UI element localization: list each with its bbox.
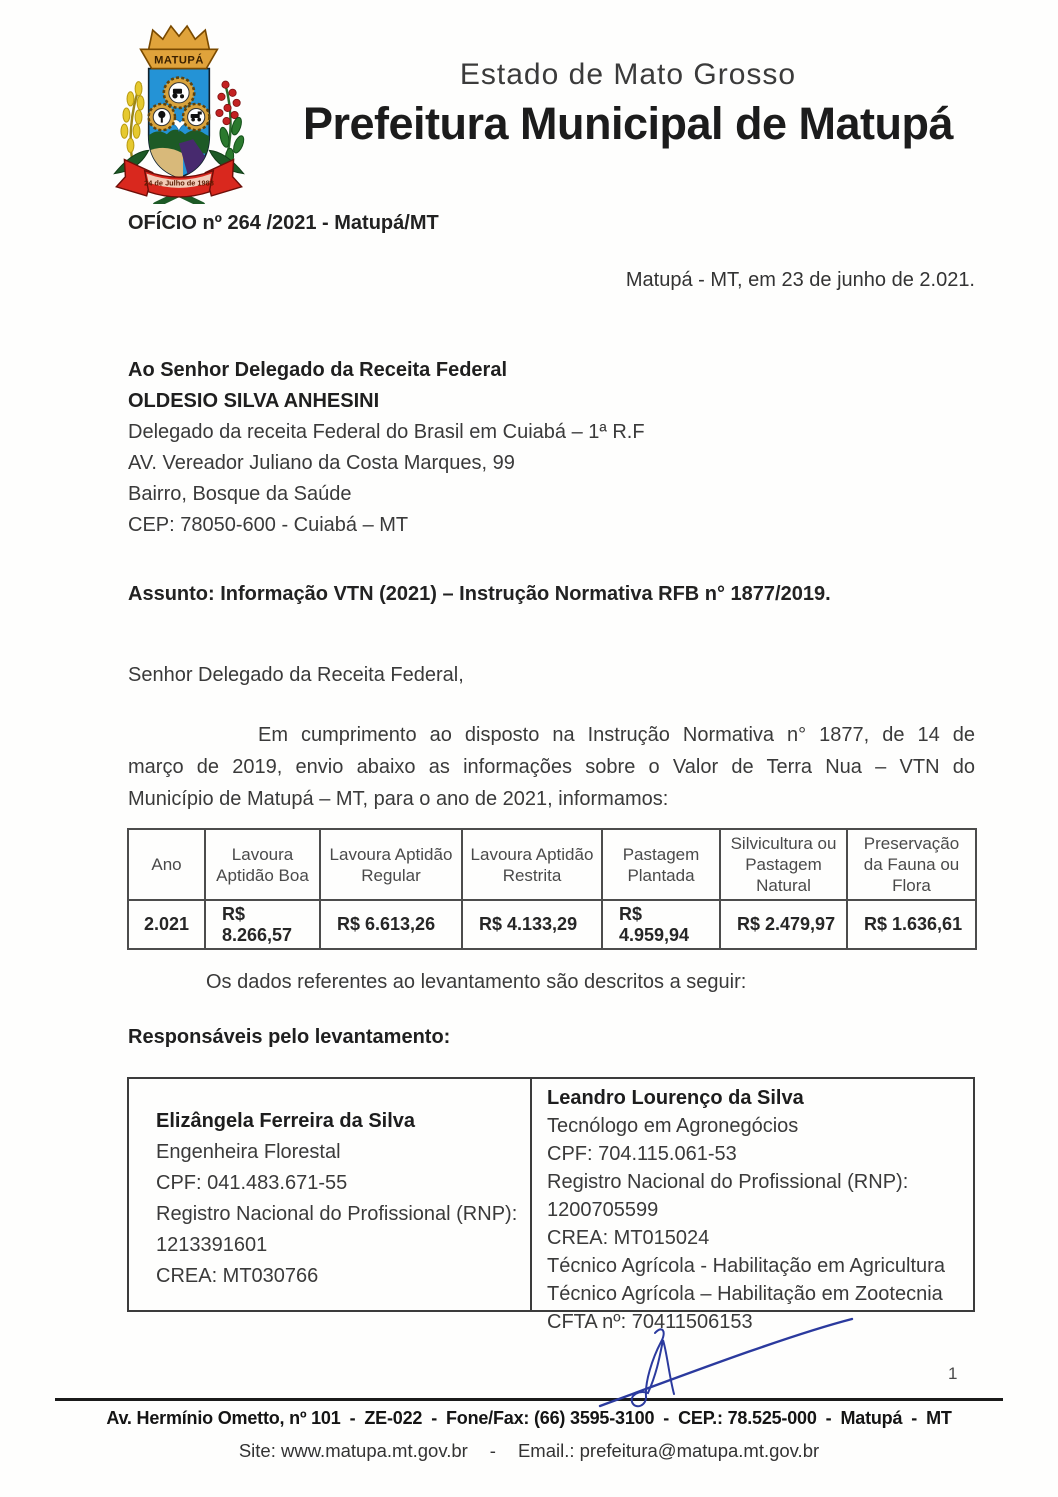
recipient-line: Delegado da receita Federal do Brasil em Cuiabá – 1ª R.F xyxy=(128,421,645,443)
crown-icon xyxy=(141,26,218,68)
vtn-value-lavoura-restrita: R$ 4.133,29 xyxy=(462,900,602,949)
responsible-name: Leandro Lourenço da Silva xyxy=(547,1087,804,1109)
responsible-rnp-number: 1200705599 xyxy=(547,1199,659,1221)
footer-contact-line xyxy=(0,1440,1058,1462)
crest-banner-label: MATUPÁ xyxy=(154,54,204,67)
footer-email: Email.: prefeitura@matupa.mt.gov.br xyxy=(517,1440,820,1461)
footer-separator: - xyxy=(663,1408,670,1428)
responsible-left-column xyxy=(129,1079,530,1310)
signature-stroke xyxy=(586,1306,868,1414)
wheat-ornament-icon xyxy=(114,82,148,174)
responsible-name: Elizângela Ferreira da Silva xyxy=(156,1110,416,1132)
recipient-line: Bairro, Bosque da Saúde xyxy=(128,483,352,505)
page-number: 1 xyxy=(948,1364,958,1383)
vtn-col-ano: Ano xyxy=(128,829,205,900)
responsible-qualification: Técnico Agrícola - Habilitação em Agricultura xyxy=(547,1255,945,1277)
footer-state: MT xyxy=(926,1408,952,1428)
recipient-block xyxy=(128,355,645,541)
table-row xyxy=(128,900,976,949)
footer-separator: - xyxy=(431,1408,437,1428)
vtn-col-preservacao: Preservação da Fauna ou Flora xyxy=(847,829,976,900)
recipient-line: CEP: 78050-600 - Cuiabá – MT xyxy=(128,514,409,536)
vtn-value-pastagem-plantada: R$ 4.959,94 xyxy=(602,900,720,949)
oficio-reference: OFÍCIO nº 264 /2021 - Matupá/MT xyxy=(128,212,439,234)
responsible-role: Engenheira Florestal xyxy=(156,1141,341,1163)
responsible-cpf: CPF: 041.483.671-55 xyxy=(156,1172,348,1194)
vtn-value-lavoura-boa: R$ 8.266,57 xyxy=(205,900,320,949)
footer-separator: - xyxy=(349,1408,356,1428)
responsible-right-column xyxy=(530,1079,973,1333)
footer-zone: ZE-022 xyxy=(364,1408,423,1428)
responsible-cfta: CFTA nº: 70411506153 xyxy=(547,1311,753,1333)
footer-phone: Fone/Fax: (66) 3595-3100 xyxy=(445,1408,655,1428)
responsibles-heading: Responsáveis pelo levantamento: xyxy=(128,1026,451,1048)
body-line: março de 2019, envio abaixo as informações sobre o Valor de Terra Nua – VTN do xyxy=(128,756,975,778)
footer-site: Site: www.matupa.mt.gov.br xyxy=(238,1440,468,1461)
recipient-line: AV. Vereador Juliano da Costa Marques, 99 xyxy=(128,452,515,474)
footer-address: Av. Hermínio Ometto, nº 101 xyxy=(106,1408,341,1428)
footer-separator: - xyxy=(911,1408,918,1428)
vtn-col-pastagem-plantada: Pastagem Plantada xyxy=(602,829,720,900)
vtn-value-ano: 2.021 xyxy=(128,900,205,949)
footer-separator: - xyxy=(489,1440,496,1461)
date-line: Matupá - MT, em 23 de junho de 2.021. xyxy=(625,269,975,291)
vtn-value-silvicultura: R$ 2.479,97 xyxy=(720,900,847,949)
footer-separator: - xyxy=(825,1408,832,1428)
responsible-role: Tecnólogo em Agronegócios xyxy=(547,1115,799,1137)
responsible-qualification: Técnico Agrícola – Habilitação em Zootecnia xyxy=(547,1283,943,1305)
crest-ribbon-label: 24 de Julho de 1988 xyxy=(144,178,214,188)
recipient-line: Ao Senhor Delegado da Receita Federal xyxy=(128,359,507,381)
body-paragraph xyxy=(128,719,975,815)
vtn-col-lavoura-regular: Lavoura Aptidão Regular xyxy=(320,829,462,900)
responsible-crea: CREA: MT030766 xyxy=(156,1265,319,1287)
responsible-cpf: CPF: 704.115.061-53 xyxy=(547,1143,737,1165)
responsible-rnp-number: 1213391601 xyxy=(156,1234,268,1256)
vtn-col-lavoura-boa: Lavoura Aptidão Boa xyxy=(205,829,320,900)
after-table-note: Os dados referentes ao levantamento são descritos a seguir: xyxy=(206,971,747,993)
salutation: Senhor Delegado da Receita Federal, xyxy=(128,664,464,686)
responsibles-table xyxy=(127,1077,975,1333)
letterhead xyxy=(238,58,1018,150)
vtn-header-row xyxy=(128,829,976,900)
vtn-col-silvicultura: Silvicultura ou Pastagem Natural xyxy=(720,829,847,900)
footer-city: Matupá xyxy=(840,1408,903,1428)
body-line: Município de Matupá – MT, para o ano de 2021, informamos: xyxy=(128,788,669,810)
footer-cep: CEP.: 78.525-000 xyxy=(678,1408,817,1428)
body-line: Em cumprimento ao disposto na Instrução Normativa n° 1877, de 14 de xyxy=(258,724,975,746)
responsible-rnp-label: Registro Nacional do Profissional (RNP): xyxy=(156,1203,518,1225)
recipient-name: OLDESIO SILVA ANHESINI xyxy=(128,390,380,412)
state-title: Estado de Mato Grosso xyxy=(459,58,797,91)
responsible-rnp-label: Registro Nacional do Profissional (RNP): xyxy=(547,1171,909,1193)
city-hall-title: Prefeitura Municipal de Matupá xyxy=(302,98,954,149)
responsible-crea: CREA: MT015024 xyxy=(547,1227,710,1249)
footer-address-line xyxy=(0,1408,1058,1429)
vtn-value-preservacao: R$ 1.636,61 xyxy=(847,900,976,949)
vtn-col-lavoura-restrita: Lavoura Aptidão Restrita xyxy=(462,829,602,900)
vtn-table xyxy=(127,828,977,950)
vtn-value-lavoura-regular: R$ 6.613,26 xyxy=(320,900,462,949)
subject-line: Assunto: Informação VTN (2021) – Instrução Normativa RFB n° 1877/2019. xyxy=(128,583,831,605)
